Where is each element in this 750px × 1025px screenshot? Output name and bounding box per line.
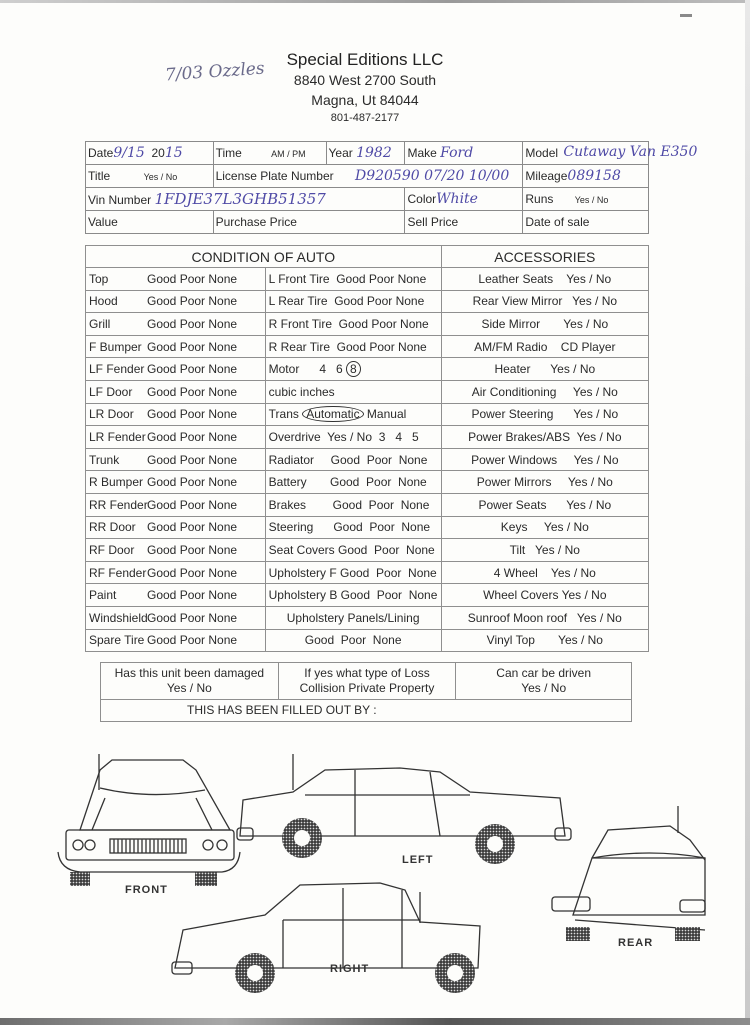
condition-item-options[interactable]: Good Poor None xyxy=(147,407,238,422)
rear-view xyxy=(552,806,705,941)
condition-item-options[interactable]: Good Poor None xyxy=(147,294,238,309)
damage-table xyxy=(100,662,632,722)
loss-type-question[interactable] xyxy=(278,663,456,700)
title-options[interactable]: Yes / No xyxy=(143,172,178,182)
mechanical-item-text: Upholstery Panels/Lining xyxy=(286,610,420,625)
purchase-price-label: Purchase Price xyxy=(215,215,297,229)
circled-selection: 8 xyxy=(346,361,361,377)
mileage-label: Mileage xyxy=(525,169,568,183)
condition-row xyxy=(86,471,649,494)
make-field[interactable] xyxy=(405,142,523,165)
accessory-item-label: Heater Yes / No xyxy=(494,362,596,377)
mechanical-item-text: Overdrive Yes / No 3 4 5 xyxy=(268,429,419,444)
mechanical-item-text: R Front Tire Good Poor None xyxy=(268,316,429,331)
front-view xyxy=(58,754,240,886)
condition-mechanical-item[interactable] xyxy=(265,606,441,629)
year-field[interactable] xyxy=(326,142,405,165)
runs-options[interactable]: Yes / No xyxy=(574,195,609,205)
mechanical-item-text: cubic inches xyxy=(268,384,335,399)
condition-item-options[interactable]: Good Poor None xyxy=(147,633,238,648)
year-label: Year xyxy=(328,146,353,160)
accessory-item[interactable] xyxy=(441,539,648,562)
condition-item-options[interactable]: Good Poor None xyxy=(147,452,238,467)
condition-item-label: Windshield xyxy=(89,610,148,625)
color-field[interactable] xyxy=(405,188,523,211)
condition-row xyxy=(86,516,649,539)
condition-item-label: Hood xyxy=(89,294,118,309)
condition-heading: CONDITION OF AUTO xyxy=(86,246,442,268)
license-plate-field[interactable] xyxy=(213,165,523,188)
condition-item-options[interactable]: Good Poor None xyxy=(147,588,238,603)
company-header xyxy=(250,50,480,127)
condition-mechanical-item[interactable] xyxy=(265,448,441,471)
runs-field[interactable] xyxy=(523,188,649,211)
filled-out-by-field[interactable] xyxy=(101,700,632,722)
condition-row xyxy=(86,493,649,516)
condition-item-label: LF Door xyxy=(89,384,133,399)
mechanical-item-text: Battery Good Poor None xyxy=(268,475,427,490)
accessory-item[interactable] xyxy=(441,516,648,539)
condition-row xyxy=(86,290,649,313)
condition-mechanical-item[interactable] xyxy=(265,493,441,516)
accessory-item[interactable] xyxy=(441,448,648,471)
condition-item[interactable] xyxy=(86,335,266,358)
mechanical-item-text: Good Poor None xyxy=(304,633,402,648)
condition-item-label: R Bumper xyxy=(89,475,144,490)
accessory-item-label: Air Conditioning Yes / No xyxy=(471,384,618,399)
condition-mechanical-item[interactable] xyxy=(265,380,441,403)
accessory-item[interactable] xyxy=(441,606,648,629)
date-value: 9/15 xyxy=(113,145,145,161)
condition-row xyxy=(86,426,649,449)
damaged-options[interactable]: Yes / No xyxy=(166,681,212,695)
condition-mechanical-item[interactable] xyxy=(265,584,441,607)
accessory-item-label: Vinyl Top Yes / No xyxy=(486,633,603,648)
accessory-item[interactable] xyxy=(441,493,648,516)
condition-item-options[interactable]: Good Poor None xyxy=(147,362,238,377)
mechanical-item-text: L Front Tire Good Poor None xyxy=(268,271,427,286)
condition-mechanical-item[interactable] xyxy=(265,426,441,449)
mileage-field[interactable] xyxy=(523,165,649,188)
condition-item-options[interactable]: Good Poor None xyxy=(147,497,238,512)
condition-item-label: RF Fender xyxy=(89,565,147,580)
accessory-item[interactable] xyxy=(441,426,648,449)
make-value: Ford xyxy=(440,145,474,161)
condition-mechanical-item[interactable] xyxy=(265,313,441,336)
condition-item[interactable] xyxy=(86,426,266,449)
accessory-item-label: Power Brakes/ABS Yes / No xyxy=(468,429,622,444)
condition-item-options[interactable]: Good Poor None xyxy=(147,316,238,331)
condition-item-label: Trunk xyxy=(89,452,120,467)
condition-mechanical-item[interactable] xyxy=(265,629,441,652)
make-label: Make xyxy=(407,146,437,160)
condition-item[interactable] xyxy=(86,313,266,336)
scan-edge-top xyxy=(0,0,750,3)
condition-row xyxy=(86,380,649,403)
value-label: Value xyxy=(88,215,118,229)
condition-row xyxy=(86,268,649,291)
accessory-item[interactable] xyxy=(441,380,648,403)
condition-item-label: RR Door xyxy=(89,520,136,535)
condition-row xyxy=(86,335,649,358)
accessory-item[interactable] xyxy=(441,584,648,607)
date-label: Date xyxy=(88,146,114,160)
accessory-item-label: Wheel Covers Yes / No xyxy=(483,588,607,603)
accessory-item-label: Power Seats Yes / No xyxy=(478,497,612,512)
accessory-item-label: 4 Wheel Yes / No xyxy=(493,565,596,580)
accessory-item-label: Leather Seats Yes / No xyxy=(478,271,612,286)
sell-price-label: Sell Price xyxy=(407,215,459,229)
accessory-item-label: AM/FM Radio CD Player xyxy=(474,339,616,354)
company-name: Special Editions LLC xyxy=(286,50,444,69)
title-field[interactable] xyxy=(86,165,214,188)
condition-row xyxy=(86,629,649,652)
accessory-item[interactable] xyxy=(441,403,648,426)
mechanical-item-after: Manual xyxy=(366,407,407,422)
condition-item-options[interactable]: Good Poor None xyxy=(147,384,238,399)
condition-item[interactable] xyxy=(86,290,266,313)
condition-item-label: F Bumper xyxy=(89,339,142,354)
vin-value: 1FDJE37L3GHB51357 xyxy=(154,190,326,208)
model-label: Model xyxy=(525,146,559,160)
date-year-prefix: 20 xyxy=(151,146,165,160)
mechanical-item-text: Seat Covers Good Poor None xyxy=(268,542,435,557)
accessory-item[interactable] xyxy=(441,313,648,336)
color-label: Color xyxy=(407,192,437,206)
condition-item-label: RR Fender xyxy=(89,497,148,512)
condition-table xyxy=(85,245,649,652)
accessory-item-label: Sunroof Moon roof Yes / No xyxy=(467,610,622,625)
condition-item-label: LR Door xyxy=(89,407,134,422)
condition-item[interactable] xyxy=(86,403,266,426)
condition-row xyxy=(86,606,649,629)
condition-item-options[interactable]: Good Poor None xyxy=(147,475,238,490)
year-value: 1982 xyxy=(356,145,392,161)
condition-item-label: Top xyxy=(89,271,109,286)
plate-value: D920590 07/20 10/00 xyxy=(354,168,510,184)
scan-mark xyxy=(680,14,692,17)
condition-row xyxy=(86,539,649,562)
accessory-item-label: Power Windows Yes / No xyxy=(471,452,619,467)
ampm-options[interactable]: AM / PM xyxy=(271,149,306,159)
condition-mechanical-item[interactable] xyxy=(265,561,441,584)
car-diagram-icon xyxy=(0,740,750,1015)
accessory-item[interactable] xyxy=(441,335,648,358)
condition-row xyxy=(86,313,649,336)
accessory-item-label: Power Mirrors Yes / No xyxy=(476,475,613,490)
accessory-item[interactable] xyxy=(441,290,648,313)
handwritten-note: 7/03 Ozzles xyxy=(164,58,266,86)
condition-item[interactable] xyxy=(86,493,266,516)
damage-diagram xyxy=(0,740,750,1015)
condition-item-options[interactable]: Good Poor None xyxy=(147,271,238,286)
phone-number: 801-487-2177 xyxy=(330,112,400,124)
time-field[interactable] xyxy=(213,142,326,165)
mechanical-item-text: Brakes Good Poor None xyxy=(268,497,430,512)
front-label: FRONT xyxy=(125,884,168,896)
mechanical-item-text: L Rear Tire Good Poor None xyxy=(268,294,425,309)
mechanical-item-text: Upholstery F Good Poor None xyxy=(268,565,437,580)
condition-item-label: Spare Tire xyxy=(89,633,145,648)
condition-item-options[interactable]: Good Poor None xyxy=(147,542,238,557)
condition-row xyxy=(86,403,649,426)
condition-item[interactable] xyxy=(86,268,266,291)
condition-item-options[interactable]: Good Poor None xyxy=(147,610,238,625)
date-of-sale-label: Date of sale xyxy=(525,215,590,229)
loss-type-options[interactable]: Collision Private Property xyxy=(299,681,435,695)
date-year-value: 15 xyxy=(164,145,183,161)
loss-type-label: If yes what type of Loss xyxy=(304,666,430,680)
condition-mechanical-item[interactable] xyxy=(265,539,441,562)
mechanical-item-text: Radiator Good Poor None xyxy=(268,452,428,467)
accessory-item[interactable] xyxy=(441,471,648,494)
accessory-item[interactable] xyxy=(441,561,648,584)
accessory-item-label: Power Steering Yes / No xyxy=(471,407,619,422)
left-label: LEFT xyxy=(402,854,434,866)
condition-row xyxy=(86,448,649,471)
condition-mechanical-item[interactable] xyxy=(265,403,441,426)
damaged-question-label: Has this unit been damaged xyxy=(114,666,265,680)
plate-label: License Plate Number xyxy=(215,169,334,183)
accessory-item[interactable] xyxy=(441,268,648,291)
address-line1: 8840 West 2700 South xyxy=(293,72,437,88)
mechanical-item-text: Upholstery B Good Poor None xyxy=(268,588,438,603)
condition-item[interactable] xyxy=(86,448,266,471)
vehicle-info-table xyxy=(85,141,698,234)
sell-price-field[interactable] xyxy=(405,211,523,234)
mechanical-item-text: Trans xyxy=(268,407,299,422)
mechanical-item-text: Steering Good Poor None xyxy=(268,520,431,535)
title-label: Title xyxy=(88,169,111,183)
mechanical-item-text: Motor 4 6 xyxy=(268,362,343,377)
runs-label: Runs xyxy=(525,192,554,206)
condition-item[interactable] xyxy=(86,358,266,381)
condition-item-label: RF Door xyxy=(89,542,135,557)
condition-row xyxy=(86,584,649,607)
accessory-item-label: Side Mirror Yes / No xyxy=(481,316,609,331)
scan-edge-bottom xyxy=(0,1018,750,1025)
left-view xyxy=(237,754,571,864)
accessory-item-label: Keys Yes / No xyxy=(500,520,589,535)
model-field[interactable] xyxy=(523,142,698,165)
mechanical-item-text: R Rear Tire Good Poor None xyxy=(268,339,427,354)
damaged-question[interactable] xyxy=(101,663,279,700)
date-field[interactable] xyxy=(86,142,214,165)
driveable-question[interactable] xyxy=(456,663,632,700)
mileage-value: 089158 xyxy=(567,168,621,184)
condition-mechanical-item[interactable] xyxy=(265,335,441,358)
accessory-item-label: Rear View Mirror Yes / No xyxy=(472,294,618,309)
condition-mechanical-item[interactable] xyxy=(265,471,441,494)
address-line2: Magna, Ut 84044 xyxy=(311,92,419,108)
condition-item[interactable] xyxy=(86,606,266,629)
condition-item-options[interactable]: Good Poor None xyxy=(147,520,238,535)
condition-item-label: Paint xyxy=(89,588,117,603)
condition-mechanical-item[interactable] xyxy=(265,516,441,539)
condition-item-label: Grill xyxy=(89,316,111,331)
condition-item[interactable] xyxy=(86,561,266,584)
condition-item-options[interactable]: Good Poor None xyxy=(147,339,238,354)
filled-out-by-label: THIS HAS BEEN FILLED OUT BY : xyxy=(187,703,377,717)
condition-item[interactable] xyxy=(86,516,266,539)
driveable-options[interactable]: Yes / No xyxy=(521,681,567,695)
purchase-price-field[interactable] xyxy=(213,211,405,234)
condition-item[interactable] xyxy=(86,471,266,494)
condition-row xyxy=(86,561,649,584)
value-field[interactable] xyxy=(86,211,214,234)
condition-item[interactable] xyxy=(86,539,266,562)
condition-item[interactable] xyxy=(86,584,266,607)
condition-item-options[interactable]: Good Poor None xyxy=(147,429,238,444)
condition-item[interactable] xyxy=(86,380,266,403)
driveable-label: Can car be driven xyxy=(496,666,592,680)
model-value: Cutaway Van E350 xyxy=(563,144,698,160)
accessory-item[interactable] xyxy=(441,358,648,381)
accessory-item[interactable] xyxy=(441,629,648,652)
condition-item-label: LF Fender xyxy=(89,362,145,377)
accessories-heading: ACCESSORIES xyxy=(441,246,648,268)
condition-item[interactable] xyxy=(86,629,266,652)
condition-item-label: LR Fender xyxy=(89,429,146,444)
right-label: RIGHT xyxy=(330,963,370,975)
circled-selection: Automatic xyxy=(302,406,363,422)
condition-row xyxy=(86,358,649,381)
date-of-sale-field[interactable] xyxy=(523,211,649,234)
time-label: Time xyxy=(215,146,242,160)
right-view xyxy=(172,883,480,993)
condition-mechanical-item[interactable] xyxy=(265,268,441,291)
condition-item-options[interactable]: Good Poor None xyxy=(147,565,238,580)
condition-mechanical-item[interactable] xyxy=(265,358,441,381)
vin-label: Vin Number xyxy=(88,193,152,207)
condition-mechanical-item[interactable] xyxy=(265,290,441,313)
vin-field[interactable] xyxy=(86,188,405,211)
color-value: White xyxy=(436,191,478,207)
rear-label: REAR xyxy=(618,937,654,949)
accessory-item-label: Tilt Yes / No xyxy=(509,542,580,557)
